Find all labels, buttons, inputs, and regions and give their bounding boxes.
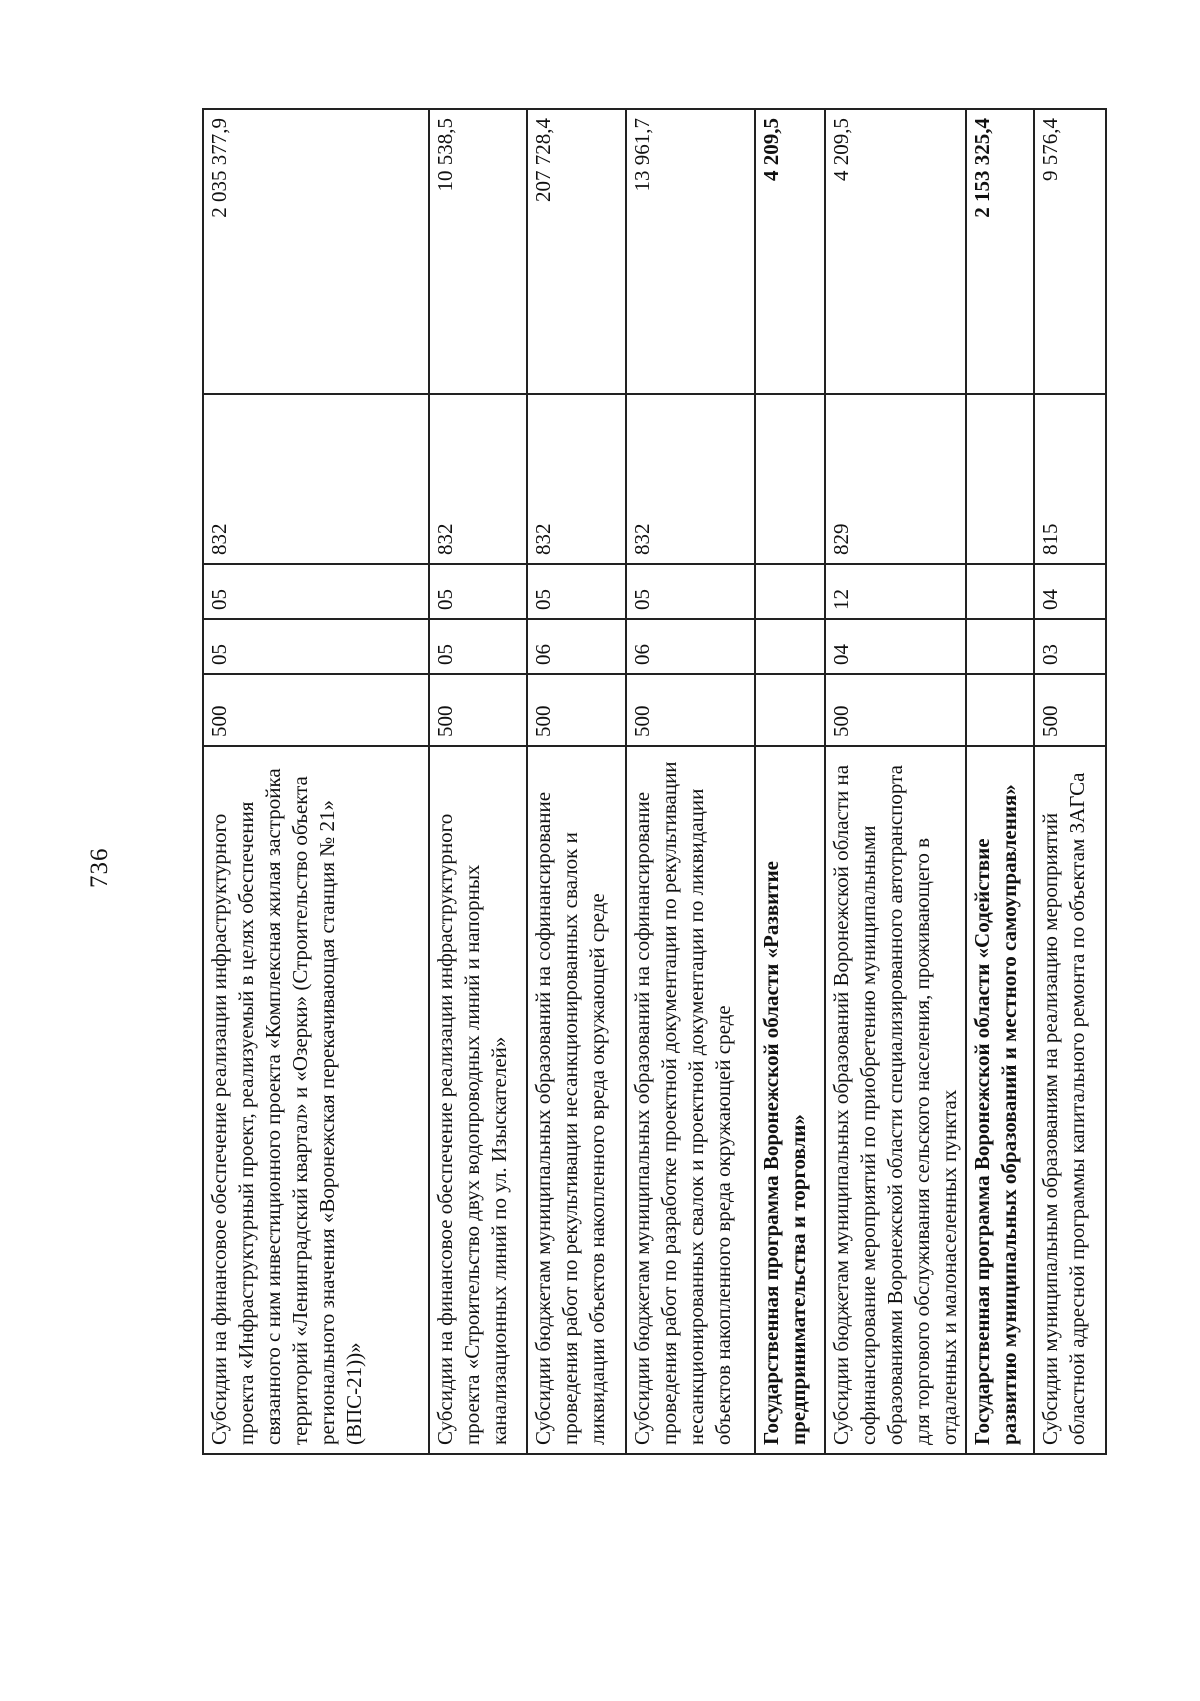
row-sum: 4 209,5 xyxy=(755,109,825,394)
budget-table-body xyxy=(203,109,1106,1454)
row-kosgu: 832 xyxy=(626,394,755,564)
row-sum: 9 576,4 xyxy=(1034,109,1106,394)
row-vr: 500 xyxy=(203,674,429,746)
row-kosgu: 829 xyxy=(825,394,966,564)
row-sum: 13 961,7 xyxy=(626,109,755,394)
row-pr: 04 xyxy=(1034,564,1106,619)
row-vr xyxy=(755,674,825,746)
table-row xyxy=(825,109,966,1454)
row-kosgu: 832 xyxy=(203,394,429,564)
row-sum: 4 209,5 xyxy=(825,109,966,394)
row-kosgu: 832 xyxy=(429,394,527,564)
table-row xyxy=(966,109,1034,1454)
row-rz: 06 xyxy=(527,619,626,674)
row-kosgu xyxy=(966,394,1034,564)
table-row xyxy=(203,109,429,1454)
row-vr: 500 xyxy=(825,674,966,746)
row-pr: 05 xyxy=(203,564,429,619)
row-name: Субсидии бюджетам муниципальных образований на софинансирование проведения работ по рекультивации несанкционированных свалок и ликвидации объектов накопленного вреда окружающей среде xyxy=(527,746,626,1454)
row-name: Субсидии бюджетам муниципальных образований на софинансирование проведения работ по разработке проектной документации по рекультивации несанкционированных свалок и проектной документации по ликвидации объектов накопленного вреда окружающей среде xyxy=(626,746,755,1454)
row-rz: 06 xyxy=(626,619,755,674)
row-pr: 05 xyxy=(527,564,626,619)
row-kosgu: 815 xyxy=(1034,394,1106,564)
row-name: Субсидии на финансовое обеспечение реализации инфраструктурного проекта «Инфраструктурный проект, реализуемый в целях обеспечения связанного с ним инвестиционного проекта «Комплексная жилая застройка территорий «Ленинградский квартал» и «Озерки» (Строительство объекта регионального значения «Воронежская перекачивающая станция № 21» (ВПС-21))» xyxy=(203,746,429,1454)
row-rz: 05 xyxy=(429,619,527,674)
table-row xyxy=(755,109,825,1454)
row-sum: 2 153 325,4 xyxy=(966,109,1034,394)
budget-table-sheet xyxy=(202,110,1107,1455)
row-name: Государственная программа Воронежской области «Содействие развитию муниципальных образований и местного самоуправления» xyxy=(966,746,1034,1454)
row-rz xyxy=(966,619,1034,674)
row-vr xyxy=(966,674,1034,746)
table-row xyxy=(1034,109,1106,1454)
row-pr xyxy=(755,564,825,619)
row-rz: 03 xyxy=(1034,619,1106,674)
row-name: Субсидии муниципальным образованиям на реализацию мероприятий областной адресной программы капитального ремонта по объектам ЗАГСа xyxy=(1034,746,1106,1454)
row-pr: 12 xyxy=(825,564,966,619)
row-name: Субсидии бюджетам муниципальных образований Воронежской области на софинансирование мероприятий по приобретению муниципальными образованиями Воронежской области специализированного автотранспорта для торгового обслуживания сельского населения, проживающего в отдаленных и малонаселенных пунктах xyxy=(825,746,966,1454)
row-vr: 500 xyxy=(626,674,755,746)
row-vr: 500 xyxy=(527,674,626,746)
row-kosgu xyxy=(755,394,825,564)
row-rz: 05 xyxy=(203,619,429,674)
row-kosgu: 832 xyxy=(527,394,626,564)
row-pr: 05 xyxy=(429,564,527,619)
table-row xyxy=(429,109,527,1454)
row-sum: 2 035 377,9 xyxy=(203,109,429,394)
page-number: 736 xyxy=(86,847,113,888)
row-vr: 500 xyxy=(1034,674,1106,746)
row-rz xyxy=(755,619,825,674)
row-rz: 04 xyxy=(825,619,966,674)
row-vr: 500 xyxy=(429,674,527,746)
row-sum: 10 538,5 xyxy=(429,109,527,394)
table-row xyxy=(626,109,755,1454)
row-pr xyxy=(966,564,1034,619)
budget-table xyxy=(202,108,1107,1455)
table-row xyxy=(527,109,626,1454)
row-name: Субсидии на финансовое обеспечение реализации инфраструктурного проекта «Строительство двух водопроводных линий и напорных канализационных линий по ул. Изыскателей» xyxy=(429,746,527,1454)
row-name: Государственная программа Воронежской области «Развитие предпринимательства и торговли» xyxy=(755,746,825,1454)
row-sum: 207 728,4 xyxy=(527,109,626,394)
row-pr: 05 xyxy=(626,564,755,619)
